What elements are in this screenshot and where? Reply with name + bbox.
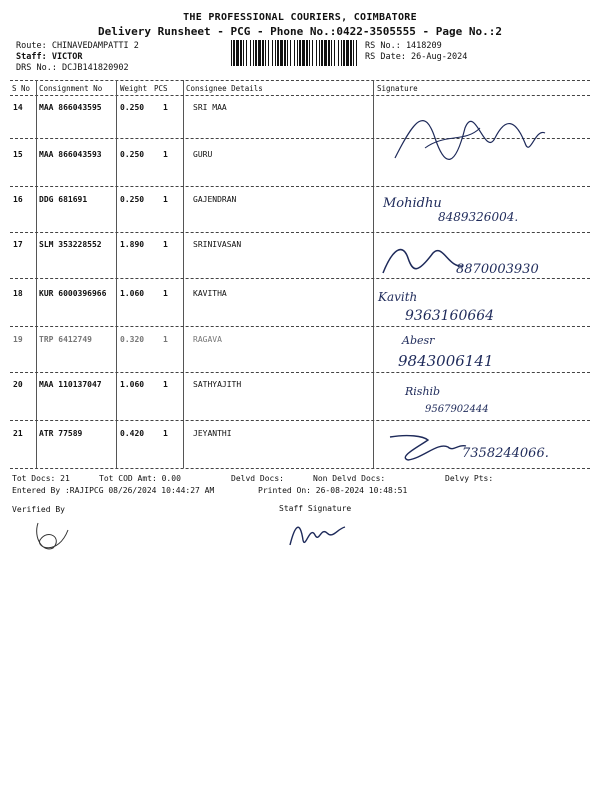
table-header-border	[10, 95, 590, 96]
row-consignment-no: MAA 866043595	[39, 103, 102, 112]
row-weight: 0.420	[120, 429, 145, 438]
row-divider	[10, 186, 590, 187]
signature-name-row18: Kavith	[378, 290, 418, 304]
row-consignee: GAJENDRAN	[193, 195, 237, 204]
row-weight: 0.320	[120, 335, 145, 344]
row-weight: 1.060	[120, 289, 145, 298]
col-header-pcs: PCS	[154, 84, 168, 93]
signature-name-row20: Rishib	[405, 385, 441, 398]
row-consignee: SATHYAJITH	[193, 380, 242, 389]
col-header-weight: Weight	[120, 84, 148, 93]
row-consignee: JEYANTHI	[193, 429, 232, 438]
barcode-image	[230, 40, 360, 66]
signature-scribble-row21	[388, 432, 468, 462]
row-pcs: 1	[163, 335, 168, 344]
row-sno: 18	[13, 289, 23, 298]
non-delivered-docs: Non Delvd Docs:	[313, 474, 386, 483]
drs-number: DRS No.: DCJB141820902	[16, 63, 129, 73]
signature-scribble-row17	[378, 238, 468, 278]
printed-on: Printed On: 26-08-2024 10:48:51	[258, 486, 408, 495]
row-consignment-no: MAA 110137047	[39, 380, 102, 389]
row-sno: 21	[13, 429, 23, 438]
row-pcs: 1	[163, 103, 168, 112]
row-divider	[10, 372, 590, 373]
company-title: THE PROFESSIONAL COURIERS, COIMBATORE	[183, 12, 417, 23]
col-header-signature: Signature	[377, 84, 418, 93]
delivery-points: Delvy Pts:	[445, 474, 494, 483]
recipient-phone-row19: 9843006141	[398, 352, 494, 370]
row-weight: 0.250	[120, 150, 145, 159]
table-bottom-border	[10, 468, 590, 469]
row-consignment-no: ATR 77589	[39, 429, 83, 438]
route-label: Route: CHINAVEDAMPATTI 2	[16, 41, 139, 51]
row-weight: 0.250	[120, 103, 145, 112]
col-header-consignment: Consignment No	[39, 84, 103, 93]
runsheet-title: Delivery Runsheet - PCG - Phone No.:0422-3505555 - Page No.:2	[98, 25, 502, 38]
row-divider	[10, 420, 590, 421]
row-consignee: SRINIVASAN	[193, 240, 242, 249]
row-weight: 1.890	[120, 240, 145, 249]
row-sno: 17	[13, 240, 23, 249]
row-pcs: 1	[163, 429, 168, 438]
recipient-phone-row21: 7358244066.	[462, 446, 549, 461]
row-pcs: 1	[163, 289, 168, 298]
row-weight: 0.250	[120, 195, 145, 204]
row-consignment-no: TRP 6412749	[39, 335, 92, 344]
verified-by-label: Verified By	[12, 505, 65, 514]
staff-label: Staff: VICTOR	[16, 52, 83, 62]
row-sno: 20	[13, 380, 23, 389]
recipient-phone-row20: 9567902444	[425, 404, 489, 415]
signature-scribble-row14	[385, 98, 555, 173]
row-consignee: KAVITHA	[193, 289, 227, 298]
row-weight: 1.060	[120, 380, 145, 389]
rs-date: RS Date: 26-Aug-2024	[365, 52, 468, 62]
row-divider	[10, 278, 590, 279]
row-divider	[10, 326, 590, 327]
table-top-border	[10, 80, 590, 81]
col-header-consignee: Consignee Details	[186, 84, 263, 93]
row-consignment-no: MAA 866043593	[39, 150, 102, 159]
recipient-phone-row16: 8489326004.	[438, 210, 519, 224]
col-header-sno: S No	[12, 84, 31, 93]
total-cod-amount: Tot COD Amt: 0.00	[99, 474, 181, 483]
signature-name-row16: Mohidhu	[383, 196, 442, 211]
row-consignment-no: DDG 681691	[39, 195, 88, 204]
row-sno: 19	[13, 335, 23, 344]
row-consignment-no: SLM 353228552	[39, 240, 102, 249]
row-pcs: 1	[163, 380, 168, 389]
row-pcs: 1	[163, 240, 168, 249]
total-docs: Tot Docs: 21	[12, 474, 70, 483]
signature-name-row19: Abesr	[402, 334, 435, 347]
entered-by: Entered By :RAJIPCG 08/26/2024 10:44:27 AM	[12, 486, 215, 495]
recipient-phone-row18: 9363160664	[405, 308, 495, 324]
recipient-phone-row17: 8870003930	[456, 262, 539, 277]
row-consignee: RAGAVA	[193, 335, 222, 344]
row-pcs: 1	[163, 195, 168, 204]
verifier-signature	[28, 518, 73, 558]
staff-signature-label: Staff Signature	[279, 504, 352, 513]
staff-signature	[285, 515, 355, 551]
row-consignee: SRI MAA	[193, 103, 227, 112]
row-sno: 15	[13, 150, 23, 159]
row-sno: 14	[13, 103, 23, 112]
delivered-docs: Delvd Docs:	[231, 474, 284, 483]
rs-number: RS No.: 1418209	[365, 41, 442, 51]
row-pcs: 1	[163, 150, 168, 159]
row-sno: 16	[13, 195, 23, 204]
row-divider	[10, 232, 590, 233]
row-consignee: GURU	[193, 150, 213, 159]
row-consignment-no: KUR 6000396966	[39, 289, 107, 298]
